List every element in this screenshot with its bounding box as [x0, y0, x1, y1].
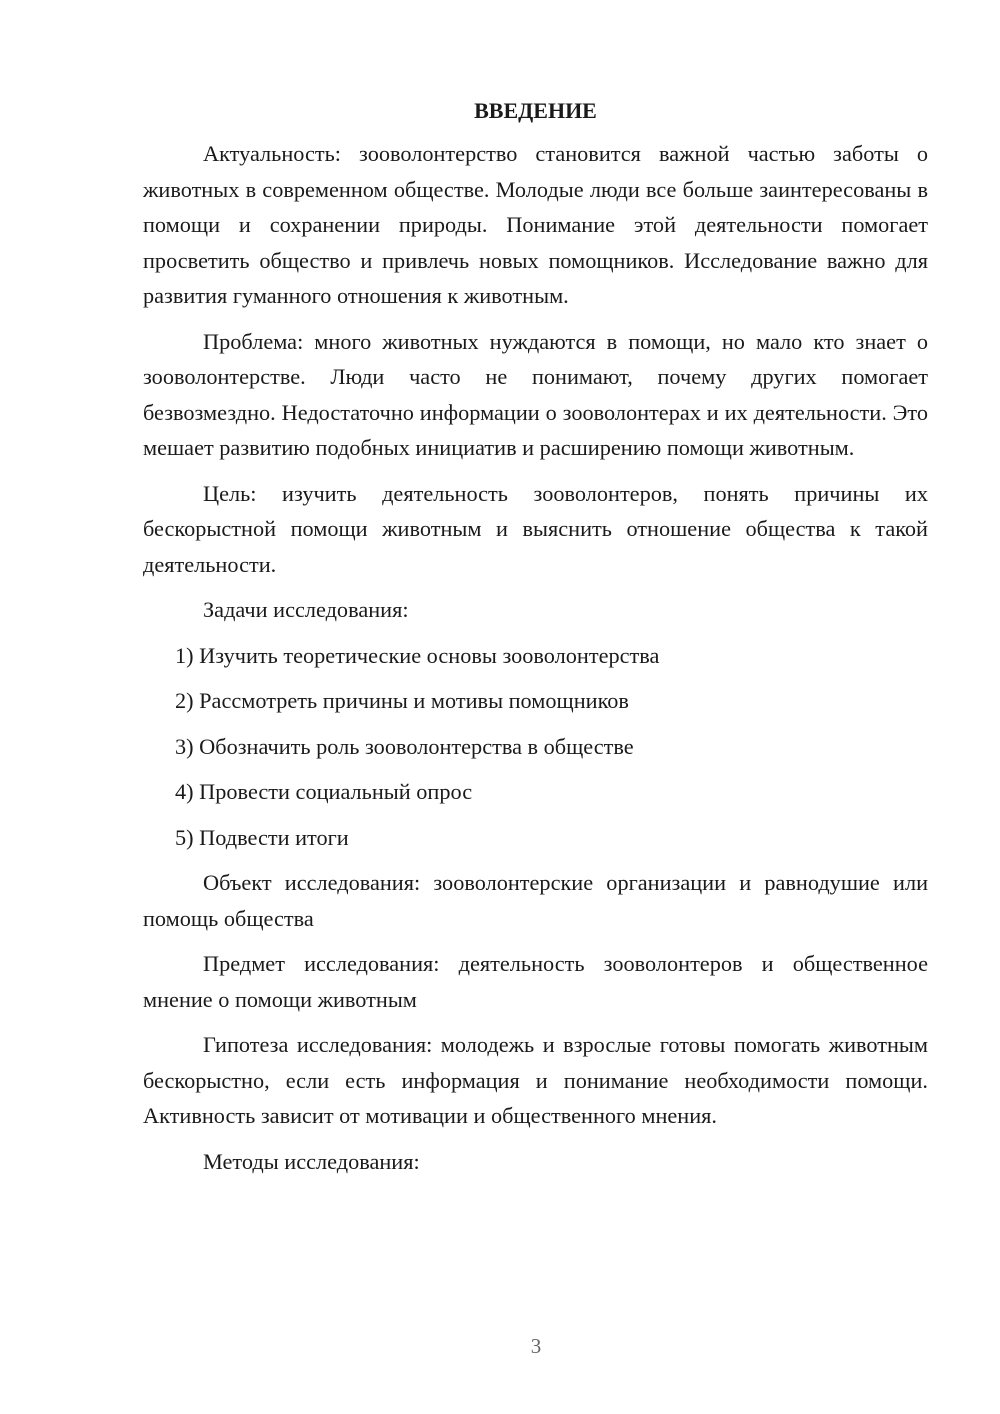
list-item: 4) Провести социальный опрос: [175, 779, 473, 804]
object-paragraph: Объект исследования: зооволонтерские организации и равнодушие или помощь общества: [143, 870, 928, 931]
list-item: 1) Изучить теоретические основы зооволонтерства: [175, 642, 660, 668]
page-content: [143, 96, 928, 1189]
list-item: 3) Обозначить роль зооволонтерства в обществе: [175, 733, 634, 759]
list-item: 2) Рассмотреть причины и мотивы помощников: [175, 688, 629, 713]
subject-paragraph: Предмет исследования: деятельность зооволонтеров и общественное мнение о помощи животным: [143, 951, 928, 1012]
goal-paragraph: Цель: изучить деятельность зооволонтеров, понять причины их бескорыстной помощи животным и выяснить отношение общества к такой деятельности.: [143, 480, 928, 577]
problem-paragraph: Проблема: много животных нуждаются в помощи, но мало кто знает о зооволонтерстве. Люди часто не понимают, почему других помогает безвозмездно. Недостаточно информации о зооволонтерах и их деятельности. Это мешает развитию подобных инициатив и расширению помощи животным.: [143, 328, 928, 460]
hypothesis-paragraph: Гипотеза исследования: молодежь и взрослые готовы помогать животным бескорыстно, если есть информация и понимание необходимости помощи. Активность зависит от мотивации и общественного мнения.: [143, 1032, 928, 1128]
relevance-paragraph: Актуальность: зооволонтерство становится важной частью заботы о животных в современном обществе. Молодые люди все больше заинтересованы в помощи и сохранении природы. Понимание этой деятельности помогает просветить общество и привлечь новых помощников. Исследование важно для развития гуманного отношения к животным.: [143, 141, 928, 308]
page-number: 3: [530, 1334, 542, 1358]
page-title: ВВЕДЕНИЕ: [474, 98, 597, 123]
tasks-heading: Задачи исследования:: [203, 597, 409, 622]
tasks-list: [143, 638, 928, 856]
methods-heading: Методы исследования:: [203, 1148, 420, 1174]
list-item: 5) Подвести итоги: [175, 824, 349, 850]
